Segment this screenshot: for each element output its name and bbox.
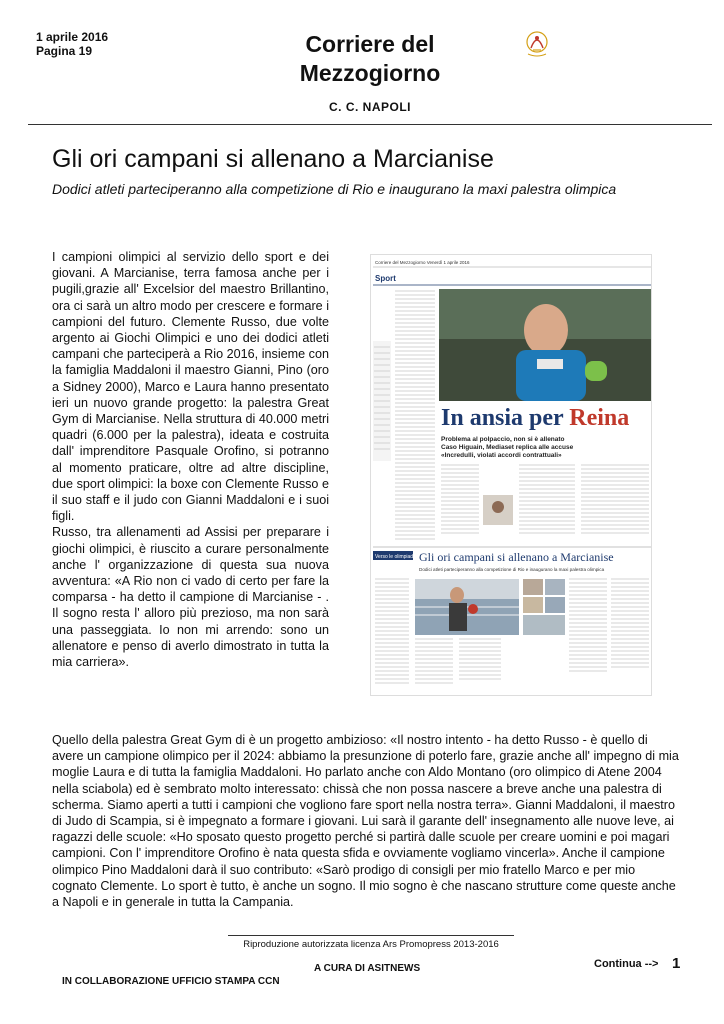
clip-photo-grid [523, 579, 565, 635]
clip-goalkeeper-photo [439, 289, 651, 401]
article-title: Gli ori campani si allenano a Marcianise [52, 145, 494, 173]
page-label: Pagina 19 [36, 44, 93, 58]
footer-divider [228, 935, 514, 936]
credit-asitnews: A CURA DI ASITNEWS [314, 963, 421, 974]
clipping-svg [371, 255, 652, 696]
clip-main-deck: Problema al polpaccio, non si è allenato [441, 436, 565, 443]
clip-section-label: Sport [375, 274, 396, 283]
date-block [36, 30, 108, 58]
clip-text-column [395, 291, 435, 539]
page-number: 1 [672, 955, 681, 972]
clip-main-headline: In ansia per Reina [441, 405, 630, 431]
article-subtitle: Dodici atleti parteciperanno alla competizione di Rio e inaugurano la maxi palestra olimpica [52, 181, 617, 197]
license-note: Riproduzione autorizzata licenza Ars Promopress 2013-2016 [243, 939, 499, 950]
continue-link[interactable]: Continua --> [594, 958, 659, 970]
issue-date: 1 aprile 2016 [36, 30, 109, 44]
collaboration-note: IN COLLABORAZIONE UFFICIO STAMPA CCN [62, 976, 280, 987]
masthead-line-2: Mezzogiorno [299, 60, 441, 86]
section-name: C. C. NAPOLI [328, 100, 411, 114]
svg-text:Caso Higuain, Mediaset replica: Caso Higuain, Mediaset replica alle accuse [441, 444, 574, 451]
body-paragraph: I campioni olimpici al servizio dello sport e dei giovani. A Marcianise, terra famosa anche per i pugili,grazie all' Excelsior del maestro Brillantino, ora ci sarà un altro modo per crescere e formare i campioni del futuro. Clemente Russo, due volte argento ai Giochi Olimpici e uno dei dodici atleti campani che parteciperà a Rio 2016, insieme con la famiglia Maddaloni il maestro Gianni, Pino (oro a Sidney 2000), Marco e Laura hanno presentato ieri un nuovo grande progetto: la palestra Great Gym di Marcianise. Nella struttura di 40.000 metri quadri (6.000 per la palestra), ideata e costruita dall' imprenditore Pasquale Orofino, si potranno al momento praticare, oltre ad altre discipline, due sport olimpici: la boxe con Clemente Russo e il suo staff e il judo con Gianni Maddaloni e i suoi figli. [52, 250, 329, 524]
newspaper-clipping-image [370, 254, 652, 696]
clip-paper-header: Corriere del Mezzogiorno Venerdì 1 aprile 2016 [375, 260, 470, 265]
svg-text:«Incredulli, violati accordi c: «Incredulli, violati accordi contrattuali» [441, 452, 562, 459]
clip-second-headline: Gli ori campani si allenano a Marcianise [419, 550, 614, 564]
article-body-column [52, 249, 329, 670]
clip-left-column [373, 341, 391, 461]
header-divider [28, 124, 712, 125]
clip-boxing-photo [415, 579, 519, 635]
ccn-logo-icon [522, 28, 552, 60]
clip-box-label: Verso le olimpiadi [375, 554, 415, 560]
masthead-line-1: Corriere del [305, 31, 435, 57]
clip-second-deck: Dodici atleti parteciperanno alla competizione di Rio e inaugurano la maxi palestra olimpica [419, 567, 605, 572]
clip-right-columns [441, 465, 649, 533]
masthead [240, 30, 500, 88]
body-paragraph: Russo, tra allenamenti ad Assisi per preparare i giochi olimpici, è riuscito a curare personalmente anche l' organizzazione di questa sua nuova avventura: «A Rio non ci vado di certo per fare la comparsa - ha detto il campione di Marcianise - . Il sogno resta l' alloro più prezioso, ma non sarà una passeggiata. Io non mi arrendo: sono un allenatore e penso di averlo dimostrato in tutta la mia carriera». [52, 525, 329, 670]
article-body-continued: Quello della palestra Great Gym di è un progetto ambizioso: «Il nostro intento - ha detto Russo - è quello di avere un campione olimpico per il 2024: abbiamo la presunzione di poterlo fare, grazie anche all' impegno di mia moglie Laura e di tutta la famiglia Maddaloni. Ho parlato anche con Aldo Montano (oro olimpico di Atene 2004 nella sciabola) ed è sembrato molto interessato: chissà che non possa nascere a breve anche una palestra di scherma. Siamo aperti a tutti i campioni che vogliono fare sport nella nostra terra». Gianni Maddaloni, il maestro di Judo di Scampia, si è impegnato a formare i giovani. Lui sarà il garante dell' insegnamento alle nuove leve, ai ragazzi delle scuole: «Ho sposato questo progetto perché si partirà dalle scuole per creare uomini e poi magari campioni. Con l' imprenditore Orofino è nata questa sfida e ovviamente vogliamo vincerla». Anche il campione olimpico Pino Maddaloni darà il suo contributo: «Sarò prodigo di consigli per mio fratello Marco e per mio cognato Clemente. Lo sport è tutto, è anche un sogno. Il mio sogno è che nascano strutture come queste anche a Napoli e in generale in tutta la Campania. [52, 733, 679, 910]
